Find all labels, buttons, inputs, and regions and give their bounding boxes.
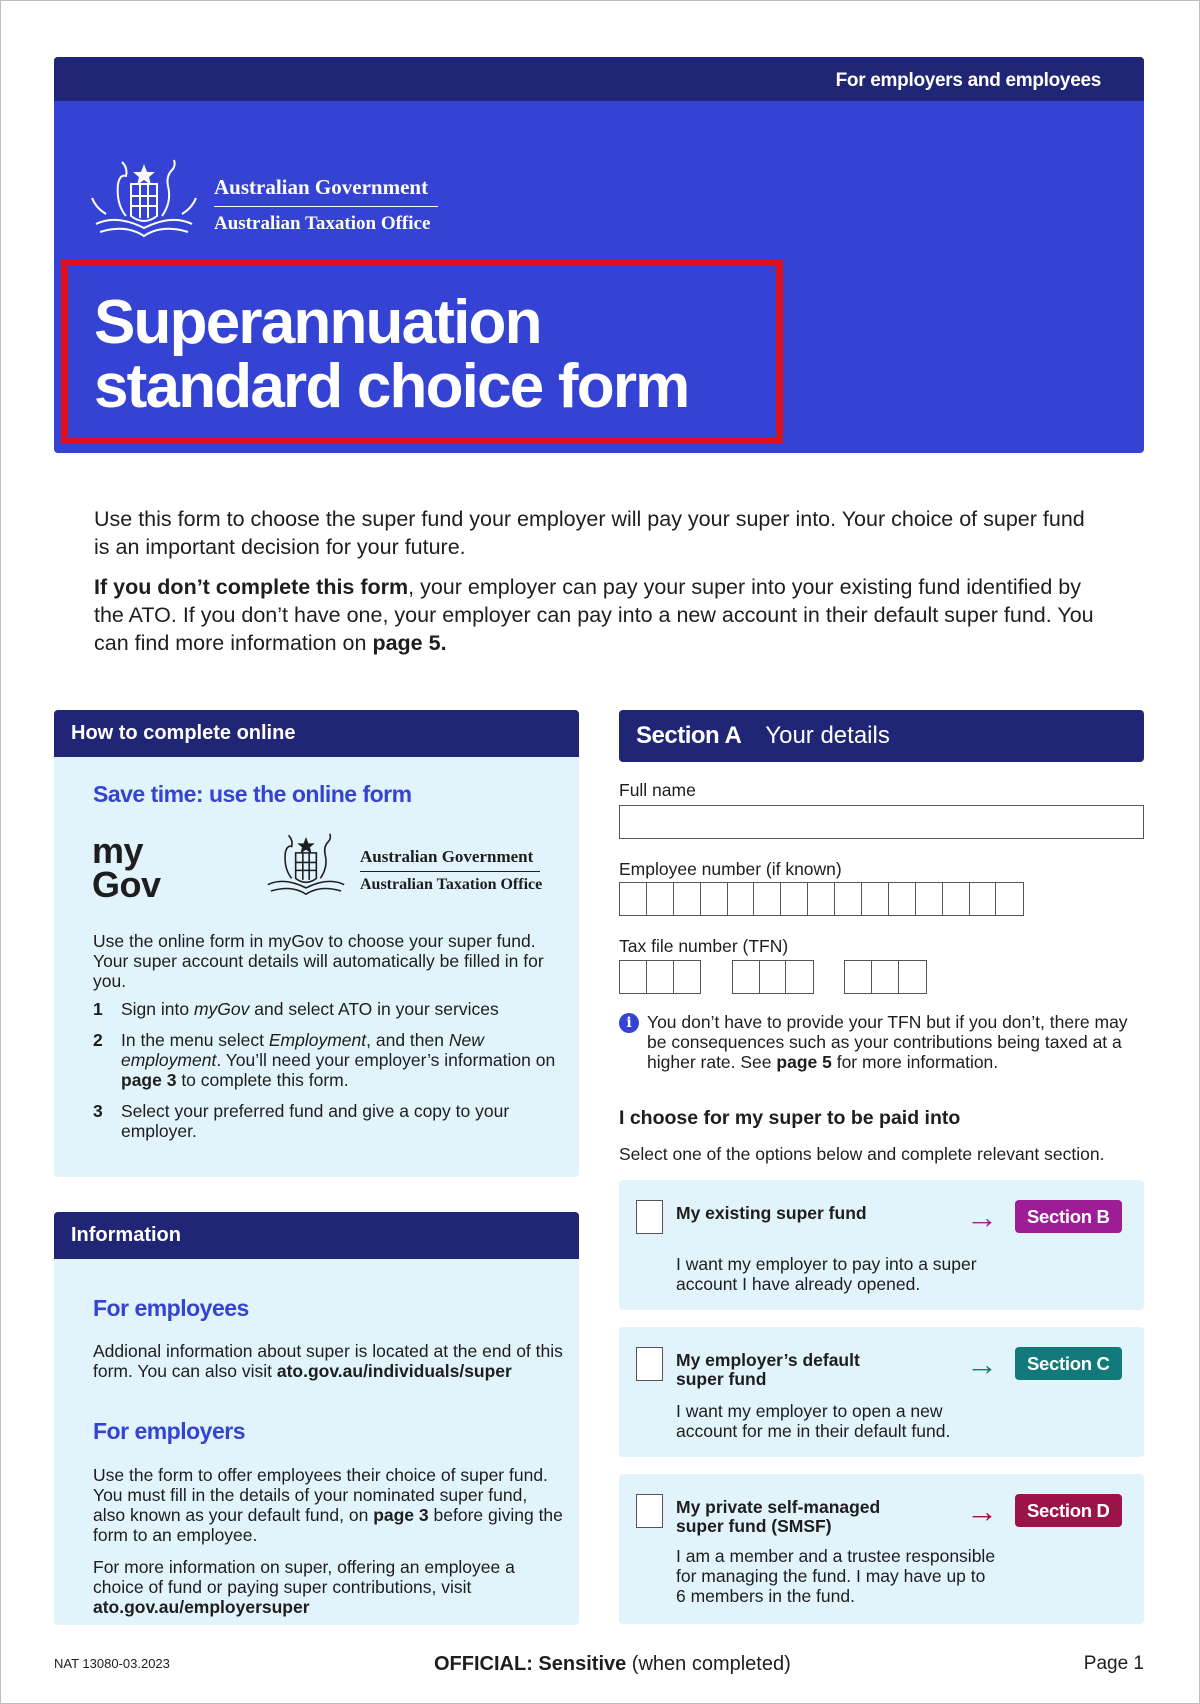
information-panel-body bbox=[54, 1259, 579, 1625]
employers-more-body: For more information on super, offering an employee a choice of fund or paying super contributions, visit bbox=[93, 1557, 515, 1597]
step-emphasis: New employment bbox=[121, 1030, 484, 1070]
mygov-logo-line-1: my bbox=[92, 830, 144, 871]
option-checkbox[interactable] bbox=[636, 1494, 663, 1528]
step-text-part: . You’ll need your employer’s information on bbox=[216, 1050, 556, 1070]
employers-text bbox=[93, 1465, 563, 1545]
digit-box[interactable] bbox=[727, 882, 755, 916]
option-checkbox[interactable] bbox=[636, 1347, 663, 1381]
digit-box[interactable] bbox=[619, 882, 647, 916]
for-employers-heading: For employers bbox=[93, 1418, 245, 1444]
option-existing-fund bbox=[619, 1180, 1144, 1310]
full-name-field[interactable] bbox=[619, 805, 1144, 839]
step-text bbox=[121, 1030, 563, 1090]
intro-bold: If you don’t complete this form bbox=[94, 575, 409, 599]
tfn-note bbox=[619, 1012, 1144, 1072]
agency-name: Australian Taxation Office bbox=[214, 213, 431, 234]
option-default-fund bbox=[619, 1327, 1144, 1457]
option-description: I want my employer to open a new account for me in their default fund. bbox=[676, 1401, 951, 1441]
digit-box[interactable] bbox=[673, 882, 701, 916]
choose-instruction: Select one of the options below and complete relevant section. bbox=[619, 1144, 1105, 1164]
employees-text-body: Addional information about super is located at the end of this form. You can also visit bbox=[93, 1341, 563, 1381]
online-panel-heading: How to complete online bbox=[54, 710, 579, 757]
section-d-badge[interactable]: Section D bbox=[1015, 1494, 1122, 1527]
step-emphasis: myGov bbox=[193, 999, 250, 1019]
option-description: I want my employer to pay into a super account I have already opened. bbox=[676, 1254, 977, 1294]
header-banner bbox=[54, 57, 1144, 453]
section-c-badge[interactable]: Section C bbox=[1015, 1347, 1122, 1380]
step-text-part: , and then bbox=[366, 1030, 449, 1050]
digit-box[interactable] bbox=[759, 960, 787, 994]
digit-box[interactable] bbox=[995, 882, 1023, 916]
digit-box[interactable] bbox=[898, 960, 926, 994]
digit-box[interactable] bbox=[785, 960, 813, 994]
digit-box[interactable] bbox=[844, 960, 872, 994]
section-a bbox=[619, 710, 1144, 1630]
digit-box[interactable] bbox=[700, 882, 728, 916]
employees-link[interactable]: ato.gov.au/individuals/super bbox=[276, 1361, 512, 1381]
step-text-part: and select ATO in your services bbox=[249, 999, 499, 1019]
step-number: 2 bbox=[93, 1030, 103, 1050]
step-item bbox=[93, 1101, 563, 1141]
digit-box[interactable] bbox=[915, 882, 943, 916]
online-steps bbox=[93, 999, 563, 1152]
step-number: 3 bbox=[93, 1101, 103, 1121]
step-text-part: In the menu select bbox=[121, 1030, 269, 1050]
intro-para-2 bbox=[94, 573, 1094, 657]
tfn-note-text: for more information. bbox=[831, 1052, 999, 1072]
employers-more-text bbox=[93, 1557, 563, 1617]
employers-page-ref: page 3 bbox=[373, 1505, 429, 1525]
arrow-right-icon: → bbox=[966, 1199, 998, 1235]
section-a-heading bbox=[619, 710, 1144, 762]
tfn-note-text: You don’t have to provide your TFN but if you don’t, there may be consequences such as your contributions being taxed at a higher rate. See bbox=[647, 1012, 1128, 1072]
option-checkbox[interactable] bbox=[636, 1200, 663, 1234]
employers-text-body: before giving the form to an employee. bbox=[93, 1505, 563, 1545]
employers-text-body: Use the form to offer employees their choice of super fund. You must fill in the details of your nominated super fund, also known as your default fund, on bbox=[93, 1465, 548, 1525]
choose-heading: I choose for my super to be paid into bbox=[619, 1107, 961, 1129]
intro-text bbox=[94, 505, 1094, 669]
government-wordmark bbox=[214, 175, 438, 235]
step-emphasis: Employment bbox=[268, 1030, 367, 1050]
step-item bbox=[93, 999, 563, 1019]
classification-label bbox=[434, 1653, 791, 1676]
full-name-label: Full name bbox=[619, 780, 696, 800]
for-employees-heading: For employees bbox=[93, 1295, 249, 1321]
page-title bbox=[94, 288, 689, 421]
information-panel-heading: Information bbox=[54, 1212, 579, 1259]
intro-para-2-text: , your employer can pay your super into your existing fund identified by the ATO. If you don’t have one, your employer can pay into a new account in their default super fund. You can find more information on bbox=[94, 575, 1094, 655]
title-line-1: Superannuation bbox=[94, 288, 541, 357]
title-line-2: standard choice form bbox=[94, 352, 689, 421]
intro-page-ref: page 5. bbox=[372, 631, 447, 655]
employee-number-field[interactable] bbox=[619, 882, 1022, 916]
option-description: I am a member and a trustee responsible for managing the fund. I may have up to 6 members in the fund. bbox=[676, 1546, 996, 1606]
digit-box[interactable] bbox=[753, 882, 781, 916]
gov-name: Australian Government bbox=[214, 175, 438, 207]
employee-number-label: Employee number (if known) bbox=[619, 859, 842, 879]
coat-of-arms-icon bbox=[258, 829, 354, 899]
tfn-note-page-ref: page 5 bbox=[776, 1052, 832, 1072]
digit-box[interactable] bbox=[942, 882, 970, 916]
step-text bbox=[121, 999, 499, 1019]
section-b-badge[interactable]: Section B bbox=[1015, 1200, 1122, 1233]
government-wordmark-small bbox=[360, 847, 542, 894]
classification-rest: (when completed) bbox=[626, 1653, 791, 1675]
classification-bold: OFFICIAL: Sensitive bbox=[434, 1653, 627, 1675]
intro-para-1: Use this form to choose the super fund your employer will pay your super into. Your choice of super fund is an important decision for your future. bbox=[94, 507, 1085, 559]
form-code: NAT 13080-03.2023 bbox=[54, 1656, 170, 1671]
information-panel bbox=[54, 1212, 579, 1625]
arrow-right-icon: → bbox=[966, 1346, 998, 1382]
option-title: My existing super fund bbox=[676, 1203, 867, 1223]
employees-text bbox=[93, 1341, 563, 1381]
step-page-ref: page 3 bbox=[121, 1070, 177, 1090]
digit-box[interactable] bbox=[888, 882, 916, 916]
online-panel-body bbox=[54, 757, 579, 1177]
step-number: 1 bbox=[93, 999, 103, 1019]
digit-box[interactable] bbox=[780, 882, 808, 916]
step-text-part: to complete this form. bbox=[176, 1070, 349, 1090]
digit-box[interactable] bbox=[871, 960, 899, 994]
online-description: Use the online form in myGov to choose your super fund. Your super account details will automatically be filled in for you. bbox=[93, 931, 544, 991]
digit-box[interactable] bbox=[646, 960, 674, 994]
option-smsf bbox=[619, 1474, 1144, 1624]
option-title: My private self-managed super fund (SMSF) bbox=[676, 1497, 881, 1536]
page-number: Page 1 bbox=[1083, 1653, 1144, 1674]
tfn-field[interactable] bbox=[619, 960, 925, 994]
digit-box[interactable] bbox=[807, 882, 835, 916]
employers-link[interactable]: ato.gov.au/employersuper bbox=[93, 1597, 310, 1617]
step-text: Select your preferred fund and give a copy to your employer. bbox=[121, 1101, 510, 1141]
agency-name: Australian Taxation Office bbox=[360, 876, 543, 893]
digit-gap bbox=[812, 960, 844, 994]
online-panel bbox=[54, 710, 579, 1177]
digit-box[interactable] bbox=[646, 882, 674, 916]
mygov-logo bbox=[92, 830, 161, 905]
step-text-part: Sign into bbox=[121, 999, 194, 1019]
digit-gap bbox=[700, 960, 732, 994]
digit-box[interactable] bbox=[619, 960, 647, 994]
digit-box[interactable] bbox=[861, 882, 889, 916]
gov-name: Australian Government bbox=[360, 847, 540, 872]
info-icon: i bbox=[619, 1013, 639, 1033]
save-time-heading: Save time: use the online form bbox=[93, 781, 412, 807]
digit-box[interactable] bbox=[834, 882, 862, 916]
section-title: Your details bbox=[765, 722, 890, 749]
digit-box[interactable] bbox=[969, 882, 997, 916]
tfn-label: Tax file number (TFN) bbox=[619, 936, 789, 956]
coat-of-arms-icon bbox=[86, 154, 202, 242]
audience-label: For employers and employees bbox=[54, 57, 1144, 101]
digit-box[interactable] bbox=[732, 960, 760, 994]
digit-box[interactable] bbox=[673, 960, 701, 994]
arrow-right-icon: → bbox=[966, 1493, 998, 1529]
step-item bbox=[93, 1030, 563, 1090]
option-title: My employer’s default super fund bbox=[676, 1350, 860, 1389]
mygov-logo-line-2: Gov bbox=[92, 864, 161, 905]
section-number: Section A bbox=[636, 722, 742, 749]
